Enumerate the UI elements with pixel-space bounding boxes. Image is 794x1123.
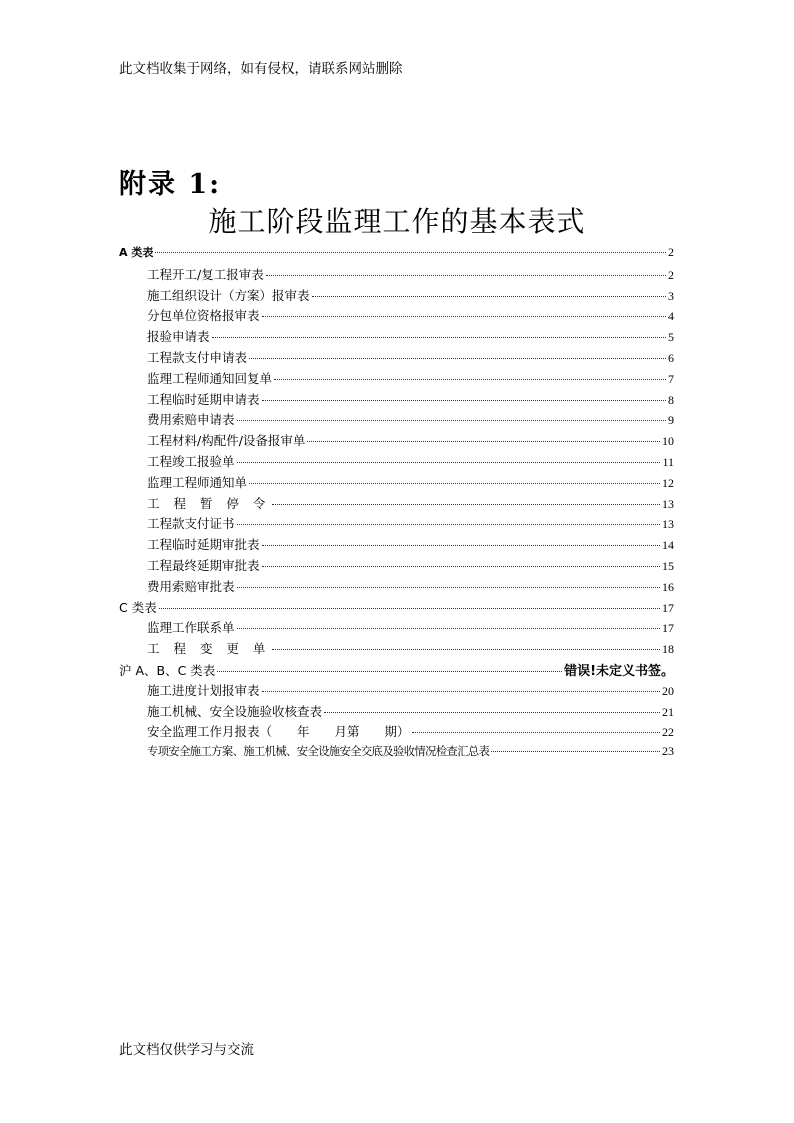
toc-dot-leader xyxy=(262,566,660,567)
toc-dot-leader xyxy=(155,252,666,253)
toc-entry-label: 沪 A、B、C 类表 xyxy=(119,662,216,678)
toc-entry[interactable] xyxy=(119,410,674,431)
toc-entry-label: 工程最终延期审批表 xyxy=(147,557,260,573)
toc-entry[interactable] xyxy=(119,681,674,702)
toc-entry[interactable] xyxy=(119,702,674,723)
toc-entry-page: 18 xyxy=(662,642,674,657)
toc-entry[interactable] xyxy=(119,473,674,494)
toc-entry-page: 5 xyxy=(668,330,674,345)
toc-entry[interactable] xyxy=(119,327,674,348)
toc-entry-page: 17 xyxy=(662,600,674,615)
toc-entry[interactable] xyxy=(119,722,674,743)
toc-entry-label: 工 程 变 更 单 xyxy=(147,641,271,657)
toc-entry[interactable] xyxy=(119,265,674,286)
toc-entry-label: 费用索赔审批表 xyxy=(147,578,235,594)
toc-entry[interactable] xyxy=(119,390,674,411)
toc-dot-leader xyxy=(272,504,660,505)
table-of-contents xyxy=(119,244,674,764)
toc-entry[interactable] xyxy=(119,369,674,390)
toc-entry-label: 工 程 暂 停 令 xyxy=(147,495,271,511)
toc-entry-label: 施工机械、安全设施验收核查表 xyxy=(147,703,323,719)
document-title: 施工阶段监理工作的基本表式 xyxy=(208,205,586,238)
toc-dot-leader xyxy=(272,649,660,650)
toc-entry[interactable] xyxy=(119,618,674,639)
toc-entry-page: 2 xyxy=(668,245,674,259)
toc-dot-leader xyxy=(237,420,666,421)
toc-entry-label: 安全监理工作月报表（ 年 月第 期） xyxy=(147,724,410,740)
toc-entry-page: 3 xyxy=(668,288,674,303)
toc-dot-leader xyxy=(237,628,660,629)
toc-entry[interactable] xyxy=(119,431,674,452)
toc-entry-label: 费用索赔申请表 xyxy=(147,412,235,428)
toc-entry-page: 6 xyxy=(668,350,674,365)
toc-entry-page: 13 xyxy=(662,496,674,511)
toc-entry-page: 9 xyxy=(668,413,674,428)
toc-entry-label: 工程款支付申请表 xyxy=(147,349,248,365)
toc-dot-leader xyxy=(159,608,660,609)
toc-entry-label: C 类表 xyxy=(119,599,157,615)
toc-entry-label: 工程材料/构配件/设备报审单 xyxy=(147,433,306,449)
toc-dot-leader xyxy=(324,712,660,713)
toc-entry-page: 7 xyxy=(668,371,674,386)
header-note: 此文档收集于网络，如有侵权，请联系网站删除 xyxy=(119,61,403,77)
toc-entry[interactable] xyxy=(119,535,674,556)
toc-dot-leader xyxy=(274,379,666,380)
toc-entry-label: 工程开工/复工报审表 xyxy=(147,266,264,282)
toc-entry-page: 20 xyxy=(662,683,674,698)
toc-entry[interactable] xyxy=(119,494,674,515)
toc-dot-leader xyxy=(237,524,660,525)
toc-dot-leader xyxy=(312,296,666,297)
toc-dot-leader xyxy=(262,545,660,546)
toc-entry[interactable] xyxy=(119,660,674,681)
toc-entry-label: 监理工程师通知单 xyxy=(147,474,248,490)
toc-dot-leader xyxy=(412,732,660,733)
toc-entry-label: 工程临时延期审批表 xyxy=(147,537,260,553)
toc-entry-label: 专项安全施工方案、施工机械、安全设施安全交底及验收情况检查汇总表 xyxy=(147,745,490,759)
toc-entry-page: 11 xyxy=(662,454,674,469)
toc-dot-leader xyxy=(212,337,666,338)
toc-entry-page: 12 xyxy=(662,475,674,490)
toc-entry-page: 错误!未定义书签。 xyxy=(564,663,674,679)
toc-dot-leader xyxy=(249,358,666,359)
toc-dot-leader xyxy=(237,462,661,463)
toc-dot-leader xyxy=(262,400,666,401)
toc-entry-page: 21 xyxy=(662,704,674,719)
toc-entry[interactable] xyxy=(119,286,674,307)
toc-entry[interactable] xyxy=(119,743,674,764)
toc-entry-label: 施工组织设计（方案）报审表 xyxy=(147,287,310,303)
toc-entry-page: 4 xyxy=(668,309,674,324)
toc-entry-label: 监理工作联系单 xyxy=(147,620,235,636)
toc-entry-label: 施工进度计划报审表 xyxy=(147,682,260,698)
toc-entry-page: 23 xyxy=(662,744,674,759)
toc-entry[interactable] xyxy=(119,452,674,473)
toc-dot-leader xyxy=(249,483,660,484)
toc-entry-page: 13 xyxy=(662,517,674,532)
toc-entry-page: 14 xyxy=(662,538,674,553)
toc-entry-label: 报验申请表 xyxy=(147,329,210,345)
toc-entry[interactable] xyxy=(119,556,674,577)
toc-entry-label: 工程款支付证书 xyxy=(147,516,235,532)
toc-entry-page: 10 xyxy=(662,434,674,449)
toc-dot-leader xyxy=(262,691,660,692)
toc-dot-leader xyxy=(217,671,562,672)
toc-entry-label: 监理工程师通知回复单 xyxy=(147,370,273,386)
footer-note: 此文档仅供学习与交流 xyxy=(119,1042,254,1058)
appendix-label: 附录 1: xyxy=(119,169,222,200)
toc-entry[interactable] xyxy=(119,598,674,619)
toc-entry[interactable] xyxy=(119,639,674,660)
toc-entry[interactable] xyxy=(119,306,674,327)
toc-entry[interactable] xyxy=(119,244,674,265)
toc-entry[interactable] xyxy=(119,577,674,598)
toc-entry[interactable] xyxy=(119,514,674,535)
toc-entry-page: 2 xyxy=(668,267,674,282)
toc-dot-leader xyxy=(266,275,666,276)
toc-entry-page: 15 xyxy=(662,558,674,573)
toc-entry-page: 16 xyxy=(662,579,674,594)
toc-entry[interactable] xyxy=(119,348,674,369)
toc-entry-page: 8 xyxy=(668,392,674,407)
toc-dot-leader xyxy=(491,751,660,752)
toc-entry-label: 工程竣工报验单 xyxy=(147,453,235,469)
toc-entry-label: A 类表 xyxy=(119,246,154,259)
toc-entry-page: 17 xyxy=(662,621,674,636)
toc-dot-leader xyxy=(262,316,666,317)
toc-entry-label: 分包单位资格报审表 xyxy=(147,308,260,324)
toc-dot-leader xyxy=(237,587,660,588)
toc-dot-leader xyxy=(307,441,660,442)
toc-entry-label: 工程临时延期申请表 xyxy=(147,391,260,407)
toc-entry-page: 22 xyxy=(662,725,674,740)
